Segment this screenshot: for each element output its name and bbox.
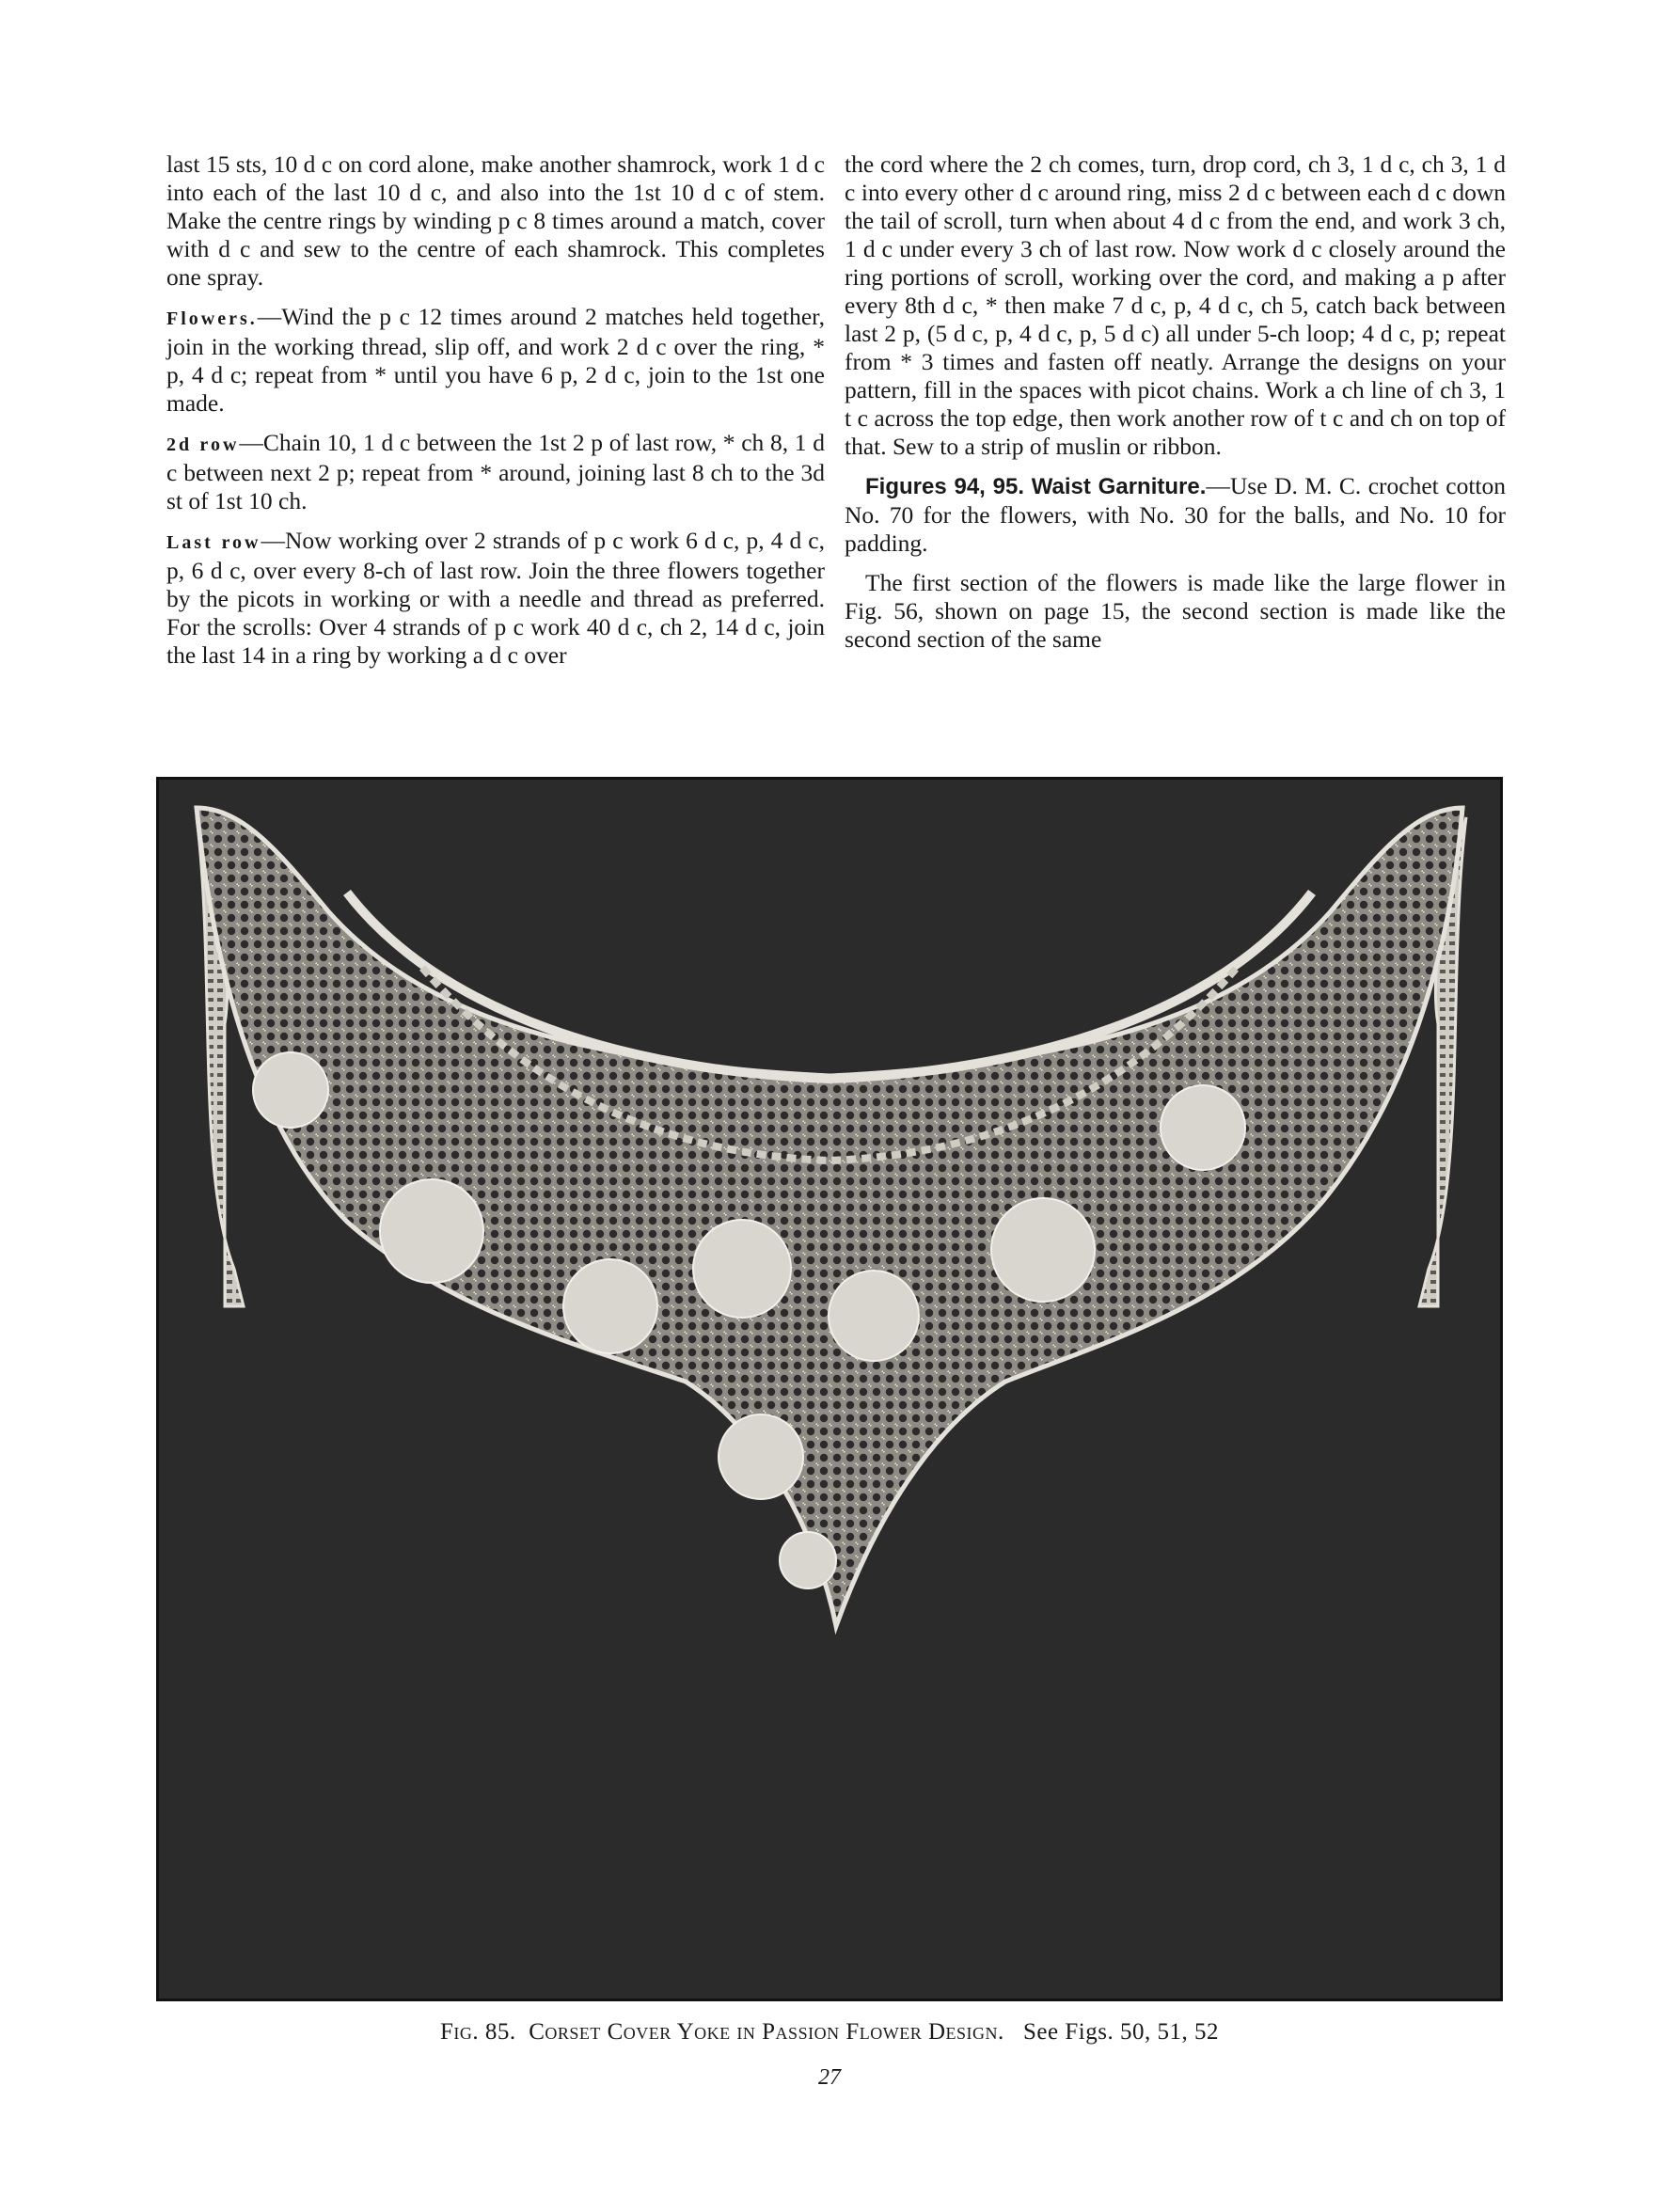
second-row-text: —Chain 10, 1 d c between the 1st 2 p of last row, * ch 8, 1 d c between next 2 p; repeat from * around, joining last 8 ch to the 3d st of 1st 10 ch. <box>166 429 825 514</box>
flowers-text: —Wind the p c 12 times around 2 matches held together, join in the working thread, slip off, and work 2 d c over the ring, * p, 4 d c; repeat from * until you have 6 p, 2 d c, join to the 1st one made. <box>166 303 825 417</box>
left-paragraph-1: last 15 sts, 10 d c on cord alone, make another shamrock, work 1 d c into each of the last 10 d c, and also into the 1st 10 d c of stem. Make the centre rings by winding p c 8 times around a match, cover with d c and sew to the centre of each shamrock. This completes one spray. <box>166 150 825 291</box>
flower-motif-1 <box>253 1052 328 1128</box>
figure-caption <box>0 2019 1659 2046</box>
lace-yoke-illustration <box>159 780 1500 1999</box>
left-paragraph-2d-row <box>166 429 825 515</box>
second-row-run-in-heading: 2d row <box>166 434 240 455</box>
flower-motif-3 <box>563 1259 657 1353</box>
right-paragraph-1: the cord where the 2 ch comes, turn, drop cord, ch 3, 1 d c, ch 3, 1 d c into every other d c around ring, miss 2 d c between each d c down the tail of scroll, turn when about 4 d c from the end, and work 3 ch, 1 d c under every 3 ch of last row. Now work d c closely around the ring portions of scroll, working over the cord, and making a p after every 8th d c, * then make 7 d c, p, 4 d c, ch 5, catch back between last 2 p, (5 d c, p, 4 d c, p, 5 d c) all under 5-ch loop; 4 d c, p; repeat from * 3 times and fasten off neatly. Arrange the designs on your pattern, fill in the spaces with picot chains. Work a ch line of ch 3, 1 t c across the top edge, then work another row of t c and ch on top of that. Sew to a strip of muslin or ribbon. <box>845 150 1506 460</box>
last-row-text: —Now working over 2 strands of p c work 6 d c, p, 4 d c, p, 6 d c, over every 8-ch of last row. Join the three flowers together by the picots in working or with a needle and thread as preferred. For the scrolls: Over 4 strands of p c work 40 d c, ch 2, 14 d c, join the last 14 in a ring by working a d c over <box>166 527 825 669</box>
figures-text: —Use D. M. C. crochet cotton No. 70 for the flowers, with No. 30 for the balls, and No. 10 for padding. <box>845 472 1506 557</box>
last-row-run-in-heading: Last row <box>166 532 261 553</box>
page-number: 27 <box>818 2065 841 2090</box>
flower-motif-5 <box>829 1271 919 1361</box>
caption-see-also: See Figs. 50, 51, 52 <box>1023 2019 1219 2045</box>
flower-motif-8 <box>719 1414 803 1499</box>
left-paragraph-flowers <box>166 303 825 418</box>
left-text-column <box>166 150 825 681</box>
right-text-column <box>845 150 1506 665</box>
flower-motif-9 <box>780 1532 836 1588</box>
flower-motif-6 <box>991 1198 1095 1302</box>
caption-figure-number: Fig. 85. <box>440 2019 516 2045</box>
flower-motif-2 <box>380 1179 483 1283</box>
right-paragraph-3: The first section of the flowers is made like the large flower in Fig. 56, shown on page 15, the second section is made like the second section of the same <box>845 569 1506 653</box>
flower-motif-4 <box>693 1220 791 1318</box>
caption-title: Corset Cover Yoke in Passion Flower Design. <box>529 2019 1004 2045</box>
flowers-run-in-heading: Flowers. <box>166 308 258 329</box>
flower-motif-7 <box>1161 1085 1245 1170</box>
lace-yoke-photograph <box>156 777 1503 2001</box>
left-paragraph-last-row <box>166 527 825 670</box>
figures-heading: Figures 94, 95. Waist Garniture. <box>865 474 1207 499</box>
right-paragraph-figures <box>845 472 1506 558</box>
